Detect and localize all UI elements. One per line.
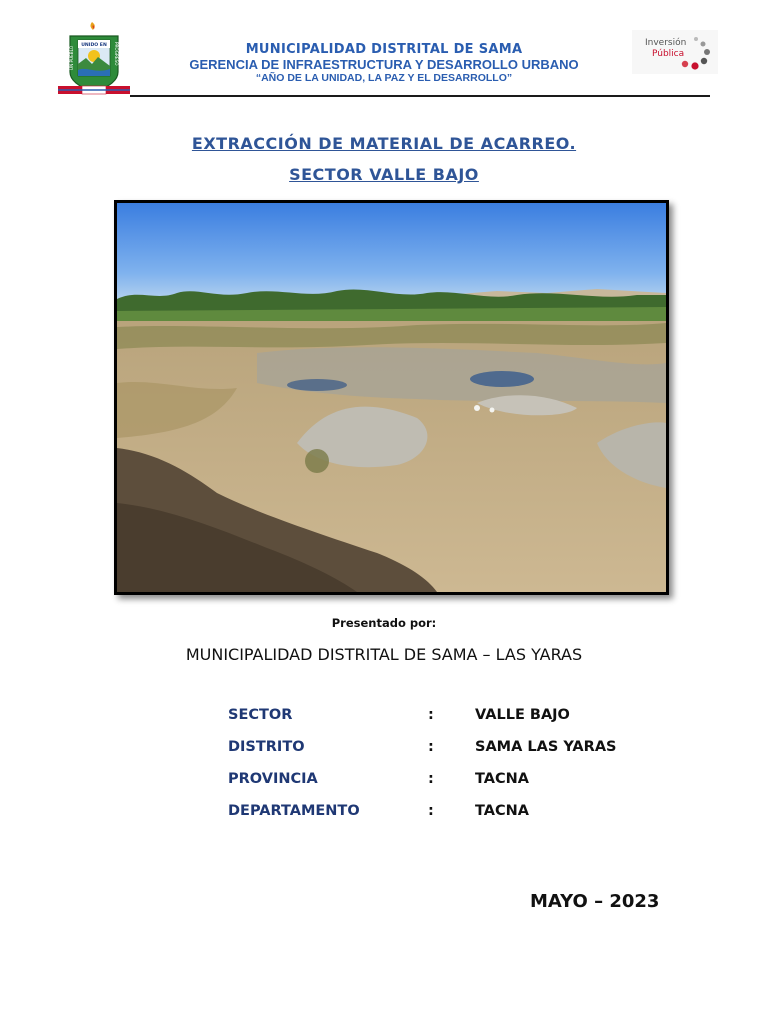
inversion-publica-logo — [632, 30, 718, 74]
info-row-provincia — [228, 771, 688, 793]
info-key: PROVINCIA — [228, 771, 318, 787]
info-row-distrito — [228, 739, 688, 761]
logo-text-publica: Pública — [652, 49, 685, 59]
info-separator: : — [428, 771, 434, 787]
info-value: TACNA — [475, 803, 529, 819]
info-key: SECTOR — [228, 707, 293, 723]
header-municipality-name: MUNICIPALIDAD DISTRITAL DE SAMA — [245, 42, 523, 57]
document-title-line2: SECTOR VALLE BAJO — [289, 165, 479, 184]
presented-by-label: Presentado por: — [331, 616, 437, 630]
header-rule — [130, 95, 710, 97]
crest-side-right-text: PROGRESO — [114, 42, 119, 66]
document-title-line1: EXTRACCIÓN DE MATERIAL DE ACARREO. — [191, 134, 577, 153]
info-separator: : — [428, 739, 434, 755]
info-row-sector — [228, 707, 688, 729]
info-key: DEPARTAMENTO — [228, 803, 360, 819]
site-photo-frame — [114, 200, 669, 595]
header-year-motto: “AÑO DE LA UNIDAD, LA PAZ Y EL DESARROLLO” — [255, 72, 513, 84]
riverbed-site-photo — [117, 203, 666, 592]
header-text-block — [150, 42, 618, 85]
document-date: MAYO – 2023 — [530, 891, 660, 912]
presenting-entity: MUNICIPALIDAD DISTRITAL DE SAMA – LAS YARAS — [185, 645, 583, 664]
municipal-crest-logo — [58, 20, 130, 98]
info-separator: : — [428, 707, 434, 723]
logo-text-inversion: Inversión — [645, 38, 687, 48]
crest-side-left-text: UN PUEBLO — [69, 45, 74, 70]
info-value: VALLE BAJO — [475, 707, 570, 723]
crest-banner-text: UNIDO EN — [81, 43, 107, 48]
header-department-name: GERENCIA DE INFRAESTRUCTURA Y DESARROLLO URBANO — [189, 57, 579, 72]
info-value: SAMA LAS YARAS — [475, 739, 617, 755]
info-row-departamento — [228, 803, 688, 825]
info-value: TACNA — [475, 771, 529, 787]
info-separator: : — [428, 803, 434, 819]
info-key: DISTRITO — [228, 739, 305, 755]
